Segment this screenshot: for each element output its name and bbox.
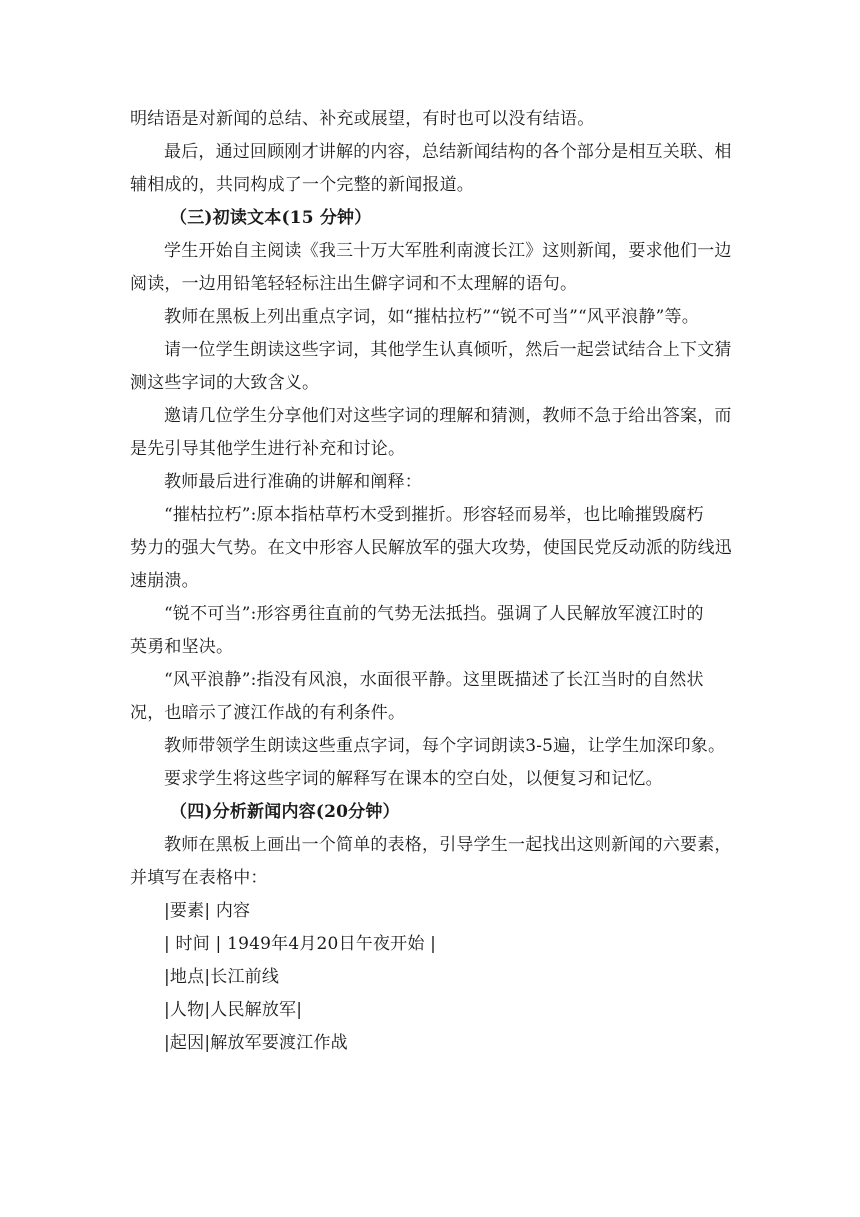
paragraph-line: 要求学生将这些字词的解释写在课本的空白处，以便复习和记忆。: [164, 769, 663, 789]
section-heading: （四)分析新闻内容(20分钟）: [170, 802, 400, 822]
paragraph-line: 速崩溃。: [130, 571, 199, 591]
paragraph-line: 最后，通过回顾刚才讲解的内容，总结新闻结构的各个部分是相互关联、相: [164, 142, 732, 162]
paragraph-line: 教师在黑板上画出一个简单的表格，引导学生一起找出这则新闻的六要素，: [164, 835, 732, 855]
paragraph-line: 教师最后进行准确的讲解和阐释：: [164, 472, 422, 492]
table-text-row: |要素| 内容: [164, 901, 251, 921]
section-heading: （三)初读文本(15 分钟）: [170, 208, 372, 228]
paragraph-line: 并填写在表格中：: [130, 868, 268, 888]
paragraph-line: 阅读，一边用铅笔轻轻标注出生僻字词和不太理解的语句。: [130, 274, 578, 294]
paragraph-line: “摧枯拉朽”:原本指枯草朽木受到摧折。形容轻而易举，也比喻摧毁腐朽: [164, 505, 704, 525]
paragraph-line: 邀请几位学生分享他们对这些字词的理解和猜测，教师不急于给出答案，而: [164, 406, 732, 426]
paragraph-line: 况，也暗示了渡江作战的有利条件。: [130, 703, 406, 723]
paragraph-line: 是先引导其他学生进行补充和讨论。: [130, 439, 406, 459]
table-text-row: |地点|长江前线: [164, 967, 280, 987]
table-text-row: |人物|人民解放军|: [164, 1000, 303, 1020]
table-text-row: | 时间 | 1949年4月20日午夜开始 |: [164, 934, 437, 954]
paragraph-line: 教师在黑板上列出重点字词，如“摧枯拉朽”“锐不可当”“风平浪静”等。: [164, 307, 699, 327]
paragraph-line: 英勇和坚决。: [130, 637, 234, 657]
paragraph-line: 教师带领学生朗读这些重点字词，每个字词朗读3-5遍，让学生加深印象。: [164, 736, 726, 756]
paragraph-line: 势力的强大气势。在文中形容人民解放军的强大攻势，使国民党反动派的防线迅: [130, 538, 732, 558]
paragraph-line: “风平浪静”:指没有风浪，水面很平静。这里既描述了长江当时的自然状: [164, 670, 704, 690]
paragraph-line: 学生开始自主阅读《我三十万大军胜利南渡长江》这则新闻，要求他们一边: [164, 241, 732, 261]
paragraph-line: 测这些字词的大致含义。: [130, 373, 320, 393]
table-text-row: |起因|解放军要渡江作战: [164, 1033, 348, 1053]
paragraph-line: “锐不可当”:形容勇往直前的气势无法抵挡。强调了人民解放军渡江时的: [164, 604, 704, 624]
paragraph-line: 辅相成的，共同构成了一个完整的新闻报道。: [130, 175, 474, 195]
paragraph-line: 请一位学生朗读这些字词，其他学生认真倾听，然后一起尝试结合上下文猜: [164, 340, 732, 360]
paragraph-line: 明结语是对新闻的总结、补充或展望，有时也可以没有结语。: [130, 109, 595, 129]
document-page: [130, 103, 740, 1060]
